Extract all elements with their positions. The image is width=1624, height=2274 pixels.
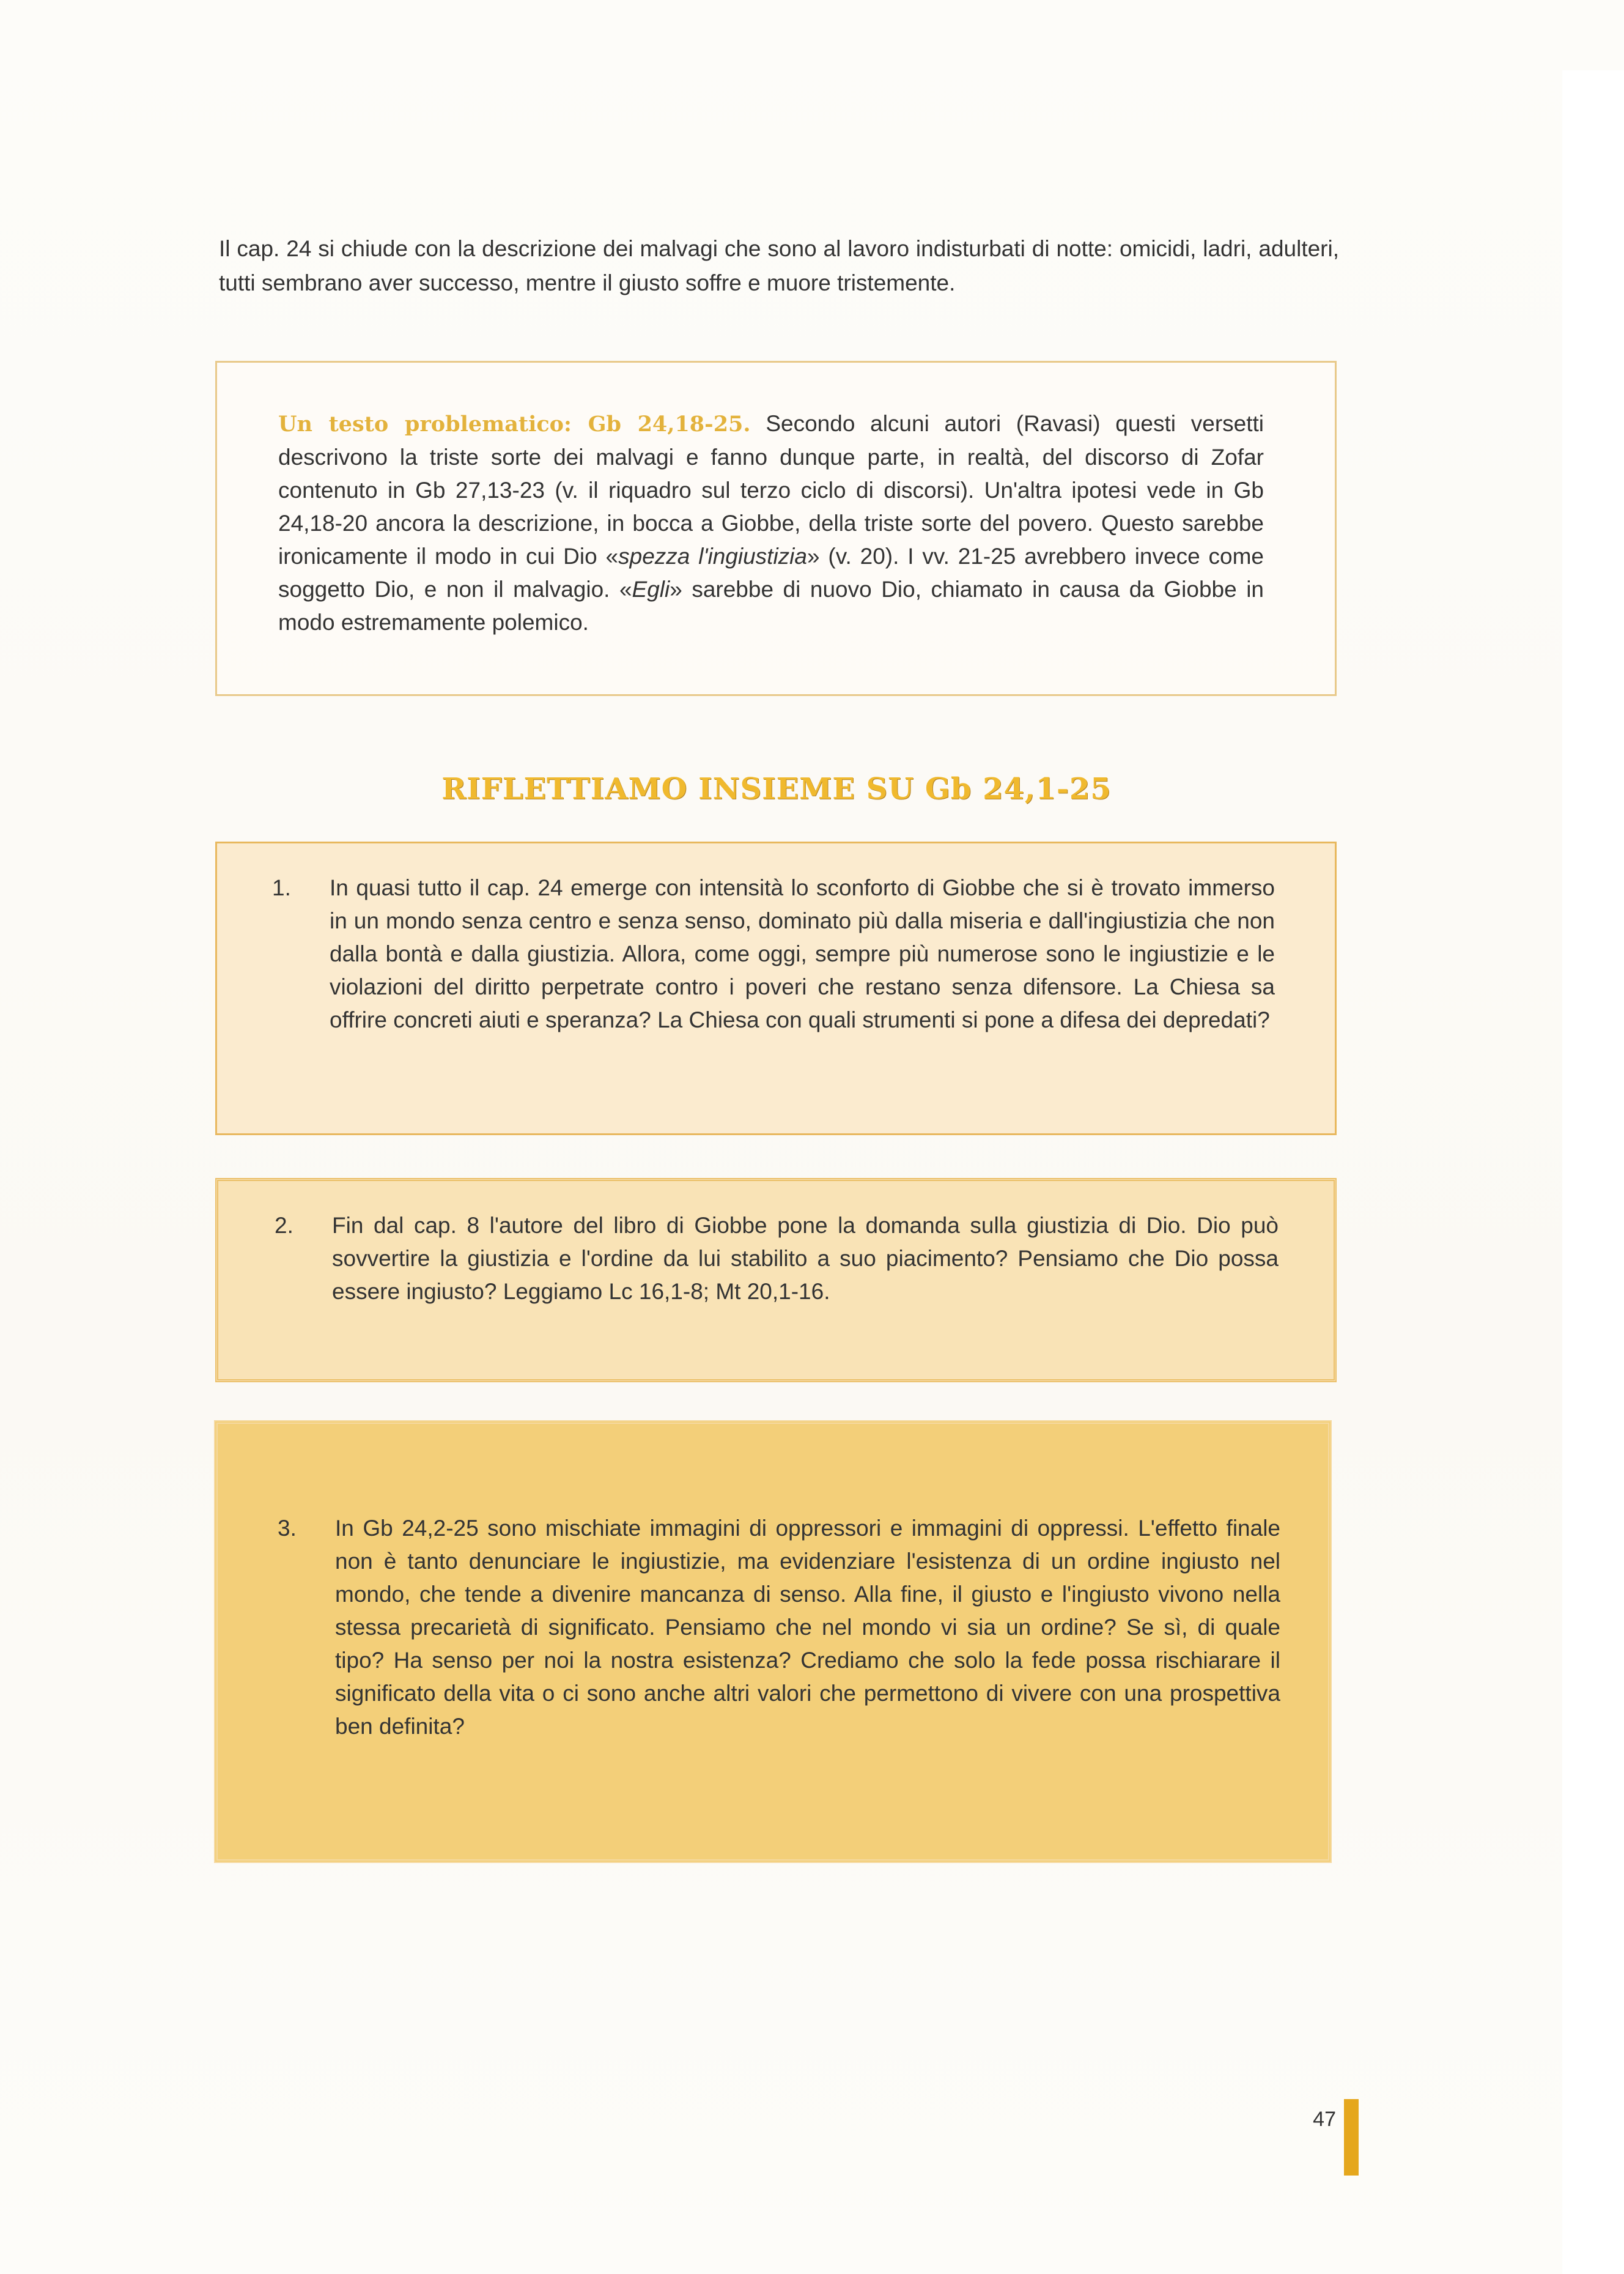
page-edge bbox=[1562, 70, 1624, 2274]
problem-lead: Un testo problematico: Gb 24,18-25. bbox=[278, 412, 751, 437]
question-text: In Gb 24,2-25 sono mischiate immagini di oppressori e immagini di oppressi. L'effetto finale non è tanto denunciare le ingiustizie, ma evidenziare l'esistenza di un ordine ingiusto nel mondo, che tende a divenire mancanza di senso. Alla fine, il giusto e l'ingiusto vivono nella stessa precarietà di significato. Pensiamo che nel mondo vi sia un ordine? Se sì, di quale tipo? Ha senso per noi la nostra esistenza? Crediamo che solo la fede possa rischiarare il significato della vita o ci sono anche altri valori che permettono di vivere con una prospettiva ben definita? bbox=[335, 1516, 1280, 1739]
problem-quote1: spezza l'ingiustizia bbox=[618, 544, 807, 569]
problem-text-part3: » sarebbe di nuovo Dio, chiamato in causa da Giobbe in modo estremamente polemico. bbox=[278, 577, 1264, 635]
question-3 bbox=[278, 1512, 1280, 1743]
question-box-3 bbox=[214, 1420, 1332, 1863]
question-number: 2. bbox=[275, 1213, 293, 1238]
intro-paragraph: Il cap. 24 si chiude con la descrizione dei malvagi che sono al lavoro indisturbati di notte: omicidi, ladri, adulteri, tutti sembrano aver successo, mentre il giusto soffre e muore tristemente. bbox=[219, 236, 1339, 295]
problem-paragraph bbox=[278, 407, 1264, 639]
problem-text-part1: Secondo alcuni autori (Ravasi) questi versetti descrivono la triste sorte dei malvagi e fanno dunque parte, in realtà, del discorso di Zofar contenuto in Gb 27,13-23 (v. il riquadro sul terzo ciclo di discorsi). Un'altra ipotesi vede in Gb 24,18-20 ancora la descrizione, in bocca a Giobbe, della triste sorte del povero. Questo sarebbe ironicamente il modo in cui Dio « bbox=[278, 411, 1264, 569]
page-number: 47 bbox=[1313, 2108, 1336, 2131]
section-heading: RIFLETTIAMO INSIEME SU Gb 24,1-25 bbox=[441, 772, 1112, 806]
question-text: Fin dal cap. 8 l'autore del libro di Giobbe pone la domanda sulla giustizia di Dio. Dio può sovvertire la giustizia e l'ordine da lui stabilito a suo piacimento? Pensiamo che Dio possa essere ingiusto? Leggiamo Lc 16,1-8; Mt 20,1-16. bbox=[332, 1213, 1279, 1304]
problem-text-part2: » (v. 20). I vv. 21-25 avrebbero invece come soggetto Dio, e non il malvagio. « bbox=[278, 544, 1264, 602]
problem-quote2: Egli bbox=[632, 577, 670, 602]
question-1 bbox=[272, 872, 1275, 1037]
page-tab-marker bbox=[1344, 2099, 1359, 2176]
question-text: In quasi tutto il cap. 24 emerge con intensità lo sconforto di Giobbe che si è trovato immerso in un mondo senza centro e senza senso, dominato più dalla miseria e dall'ingiustizia che non dalla bontà e dalla giustizia. Allora, come oggi, sempre più numerose sono le ingiustizie e le violazioni del diritto perpetrate contro i poveri che restano senza difensore. La Chiesa sa offrire concreti aiuti e speranza? La Chiesa con quali strumenti si pone a difesa dei depredati? bbox=[330, 875, 1275, 1032]
question-number: 3. bbox=[278, 1516, 297, 1541]
question-2 bbox=[275, 1209, 1279, 1308]
question-box-1 bbox=[215, 842, 1337, 1135]
problem-box bbox=[215, 361, 1337, 696]
question-number: 1. bbox=[272, 875, 291, 900]
question-box-2 bbox=[215, 1178, 1337, 1382]
